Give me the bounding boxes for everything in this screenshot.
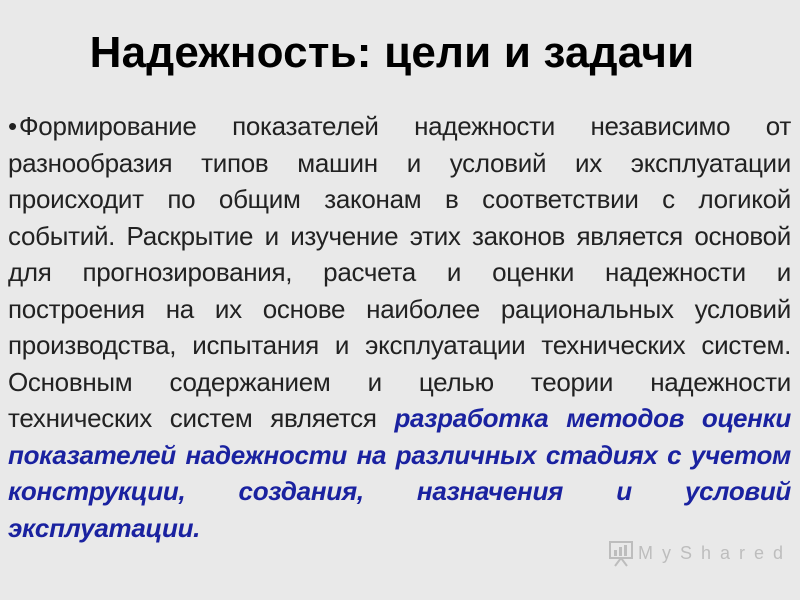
paragraph-plain-text: Формирование показателей надежности независимо от разнообразия типов машин и условий их эксплуатации происходит по общим законам в соответствии с логикой событий. Раскрытие и изучение этих законов является основой для прогнозирования, расчета и оценки надежности и построения на их основе наиболее рациональных условий производства, испытания и эксплуатации технических систем. Основным содержанием и целью теории надежности технических систем является: [8, 111, 791, 433]
bullet-marker: •: [8, 111, 17, 141]
presentation-board-icon: [608, 539, 634, 567]
slide-paragraph: [8, 108, 791, 546]
paragraph-emphasis-text: разработка методов оценки показателей надежности на различных стадиях с учетом конструкции, создания, назначения и условий эксплуатации.: [8, 403, 792, 543]
watermark-text: MyShared: [638, 542, 793, 563]
watermark: [608, 538, 792, 568]
slide-title: Надежность: цели и задачи: [89, 28, 695, 77]
